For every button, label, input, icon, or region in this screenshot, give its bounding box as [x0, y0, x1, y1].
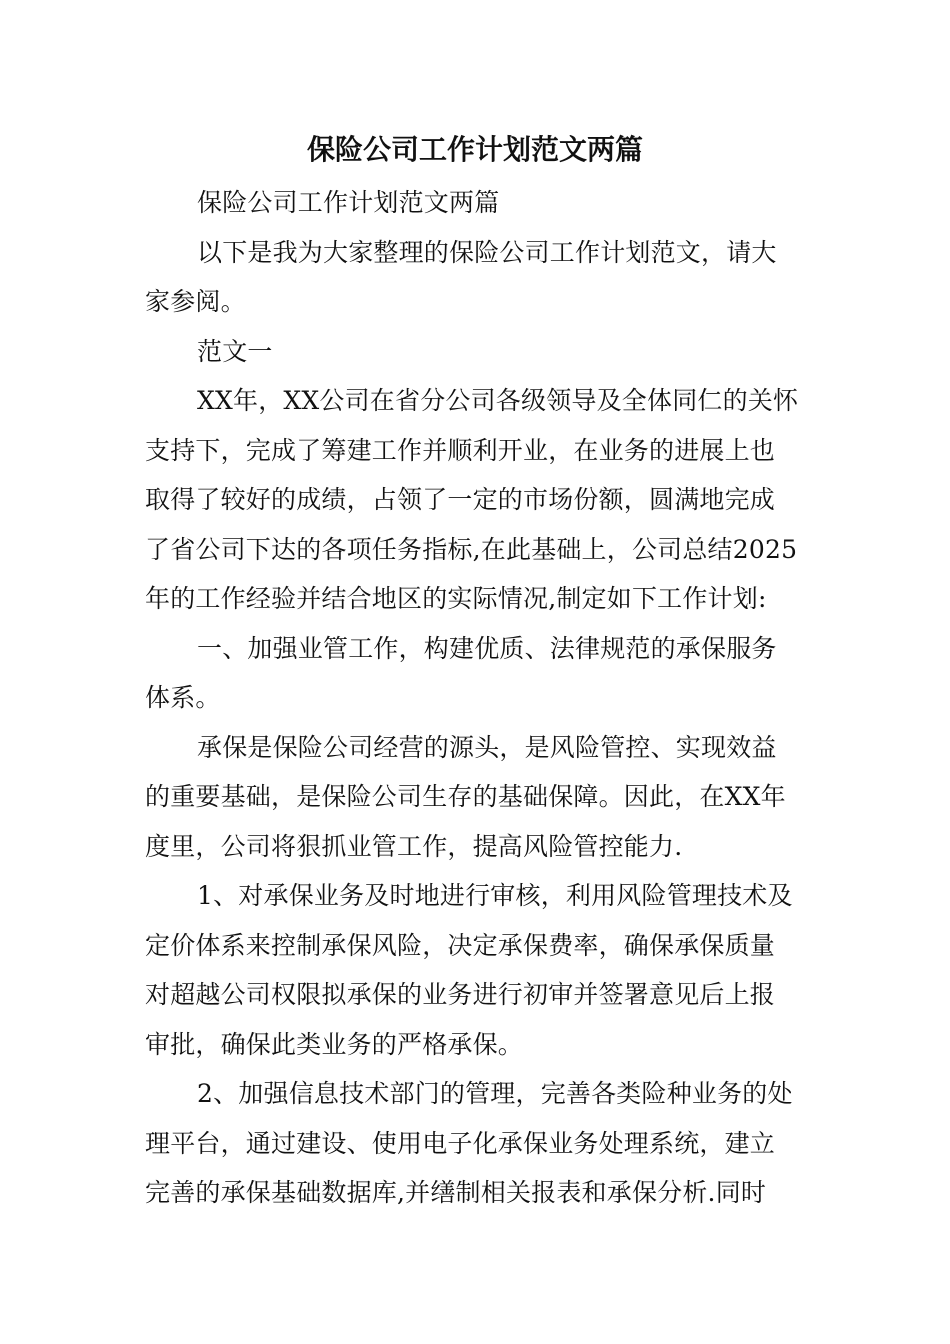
body-line: 的重要基础，是保险公司生存的基础保障。因此，在XX年 [145, 782, 786, 811]
document-title: 保险公司工作计划范文两篇 [306, 133, 643, 166]
body-line: 定价体系来控制承保风险，决定承保费率，确保承保质量 [145, 930, 776, 960]
body-line: 一、加强业管工作，构建优质、法律规范的承保服务 [197, 633, 777, 663]
body-line: 体系。 [145, 683, 221, 712]
body-line: XX年，XX公司在省分公司各级领导及全体同仁的关怀 [197, 386, 799, 415]
body-line: 审批，确保此类业务的严格承保。 [145, 1029, 524, 1059]
body-line: 对超越公司权限拟承保的业务进行初审并签署意见后上报 [145, 980, 776, 1009]
body-line: 年的工作经验并结合地区的实际情况,制定如下工作计划: [145, 584, 767, 613]
body-line: 支持下，完成了筹建工作并顺利开业，在业务的进展上也 [145, 435, 776, 465]
body-line: 保险公司工作计划范文两篇 [197, 188, 500, 217]
body-line: 家参阅。 [145, 287, 246, 316]
body-line: 范文一 [197, 336, 273, 366]
body-line: 完善的承保基础数据库,并缮制相关报表和承保分析.同时 [145, 1178, 767, 1207]
body-line: 1、对承保业务及时地进行审核，利用风险管理技术及 [197, 881, 793, 910]
document-body [145, 178, 810, 1218]
body-line: 理平台，通过建设、使用电子化承保业务处理系统，建立 [145, 1128, 776, 1158]
body-line: 度里，公司将狠抓业管工作，提高风险管控能力. [145, 831, 683, 861]
body-line: 承保是保险公司经营的源头，是风险管控、实现效益 [197, 732, 777, 762]
body-line: 2、加强信息技术部门的管理，完善各类险种业务的处 [197, 1079, 793, 1108]
body-line: 取得了较好的成绩，占领了一定的市场份额，圆满地完成 [145, 485, 776, 514]
body-line: 了省公司下达的各项任务指标,在此基础上，公司总结2025 [145, 534, 798, 564]
body-line: 以下是我为大家整理的保险公司工作计划范文，请大 [197, 237, 777, 267]
